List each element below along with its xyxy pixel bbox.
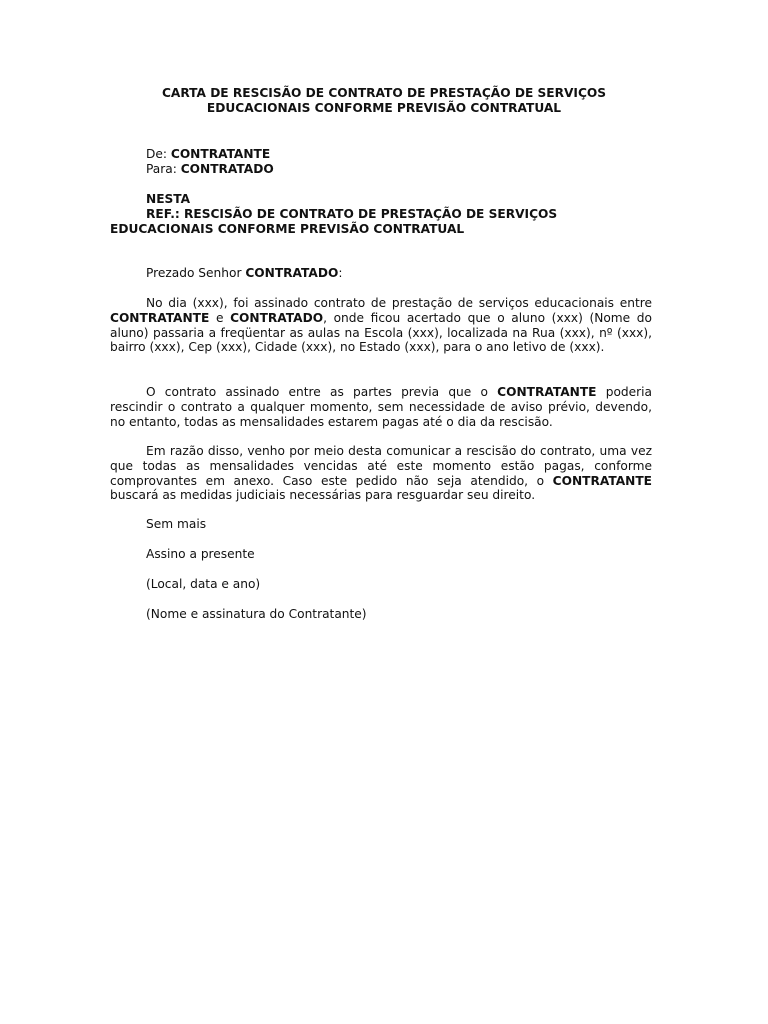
paragraph-2-bold-a: CONTRATANTE (497, 385, 597, 399)
paragraph-3-text-a: Em razão disso, venho por meio desta comunicar a rescisão do contrato, uma vez que todas as mensalidades vencidas até este momento estão pagas, conforme comprovantes em anexo. Caso este pedido não seja atendido, o (110, 444, 652, 488)
paragraph-1-bold-b: CONTRATADO (230, 310, 324, 325)
greeting (110, 266, 694, 281)
paragraph-2-text-a: O contrato assinado entre as partes previa que o (146, 385, 498, 399)
paragraph-1-text-a: No dia (xxx), foi assinado contrato de prestação de serviços educacionais entre (146, 296, 652, 310)
paragraph-3-text-b: buscará as medidas judiciais necessárias para resguardar seu direito. (110, 488, 536, 503)
from-label: De: (146, 147, 171, 161)
paragraph-1-text-b: e (209, 310, 231, 325)
title-line-2: EDUCACIONAIS CONFORME PREVISÃO CONTRATUAL (206, 100, 562, 115)
title-line-1: CARTA DE RESCISÃO DE CONTRATO DE PRESTAÇÃO DE SERVIÇOS (161, 86, 607, 100)
greeting-name: CONTRATADO (245, 266, 339, 280)
reference-block (110, 192, 658, 236)
from-value: CONTRATANTE (170, 147, 271, 161)
ref-line-1: REF.: RESCISÃO DE CONTRATO DE PRESTAÇÃO DE SERVIÇOS (146, 206, 558, 221)
to-value: CONTRATADO (180, 161, 274, 176)
paragraph-1 (110, 296, 652, 355)
sender-recipient (110, 147, 694, 177)
paragraph-3 (110, 444, 652, 503)
nesta-line: NESTA (146, 192, 191, 206)
paragraph-1-text-c: , onde ficou acertado que o aluno (xxx) (Nome do aluno) passaria a freqüentar as aulas na Escola (xxx), localizada na Rua (xxx), nº (xxx), bairro (xxx), Cep (xxx), Cidade (xxx), no Estado (xxx), para o ano letivo de (xxx). (110, 310, 653, 355)
paragraph-2-text-b: poderia rescindir o contrato a qualquer momento, sem necessidade de aviso prévio, devendo, no entanto, todas as mensalidades estarem pagas até o dia da rescisão. (110, 385, 653, 429)
to-label: Para: (146, 161, 181, 176)
closing-local-data: (Local, data e ano) (146, 577, 261, 591)
ref-line-2: EDUCACIONAIS CONFORME PREVISÃO CONTRATUAL (110, 221, 465, 236)
closing-sem-mais: Sem mais (146, 517, 207, 531)
closing-assino: Assino a presente (146, 547, 255, 561)
paragraph-1-bold-a: CONTRATANTE (110, 310, 210, 325)
to-line (146, 162, 694, 177)
from-line (146, 147, 694, 162)
paragraph-3-bold-a: CONTRATANTE (552, 473, 652, 488)
closing-signature: (Nome e assinatura do Contratante) (146, 607, 367, 621)
paragraph-2 (110, 385, 652, 429)
document-title (110, 86, 658, 115)
greeting-text: Prezado Senhor (146, 266, 246, 280)
greeting-suffix: : (338, 266, 343, 280)
